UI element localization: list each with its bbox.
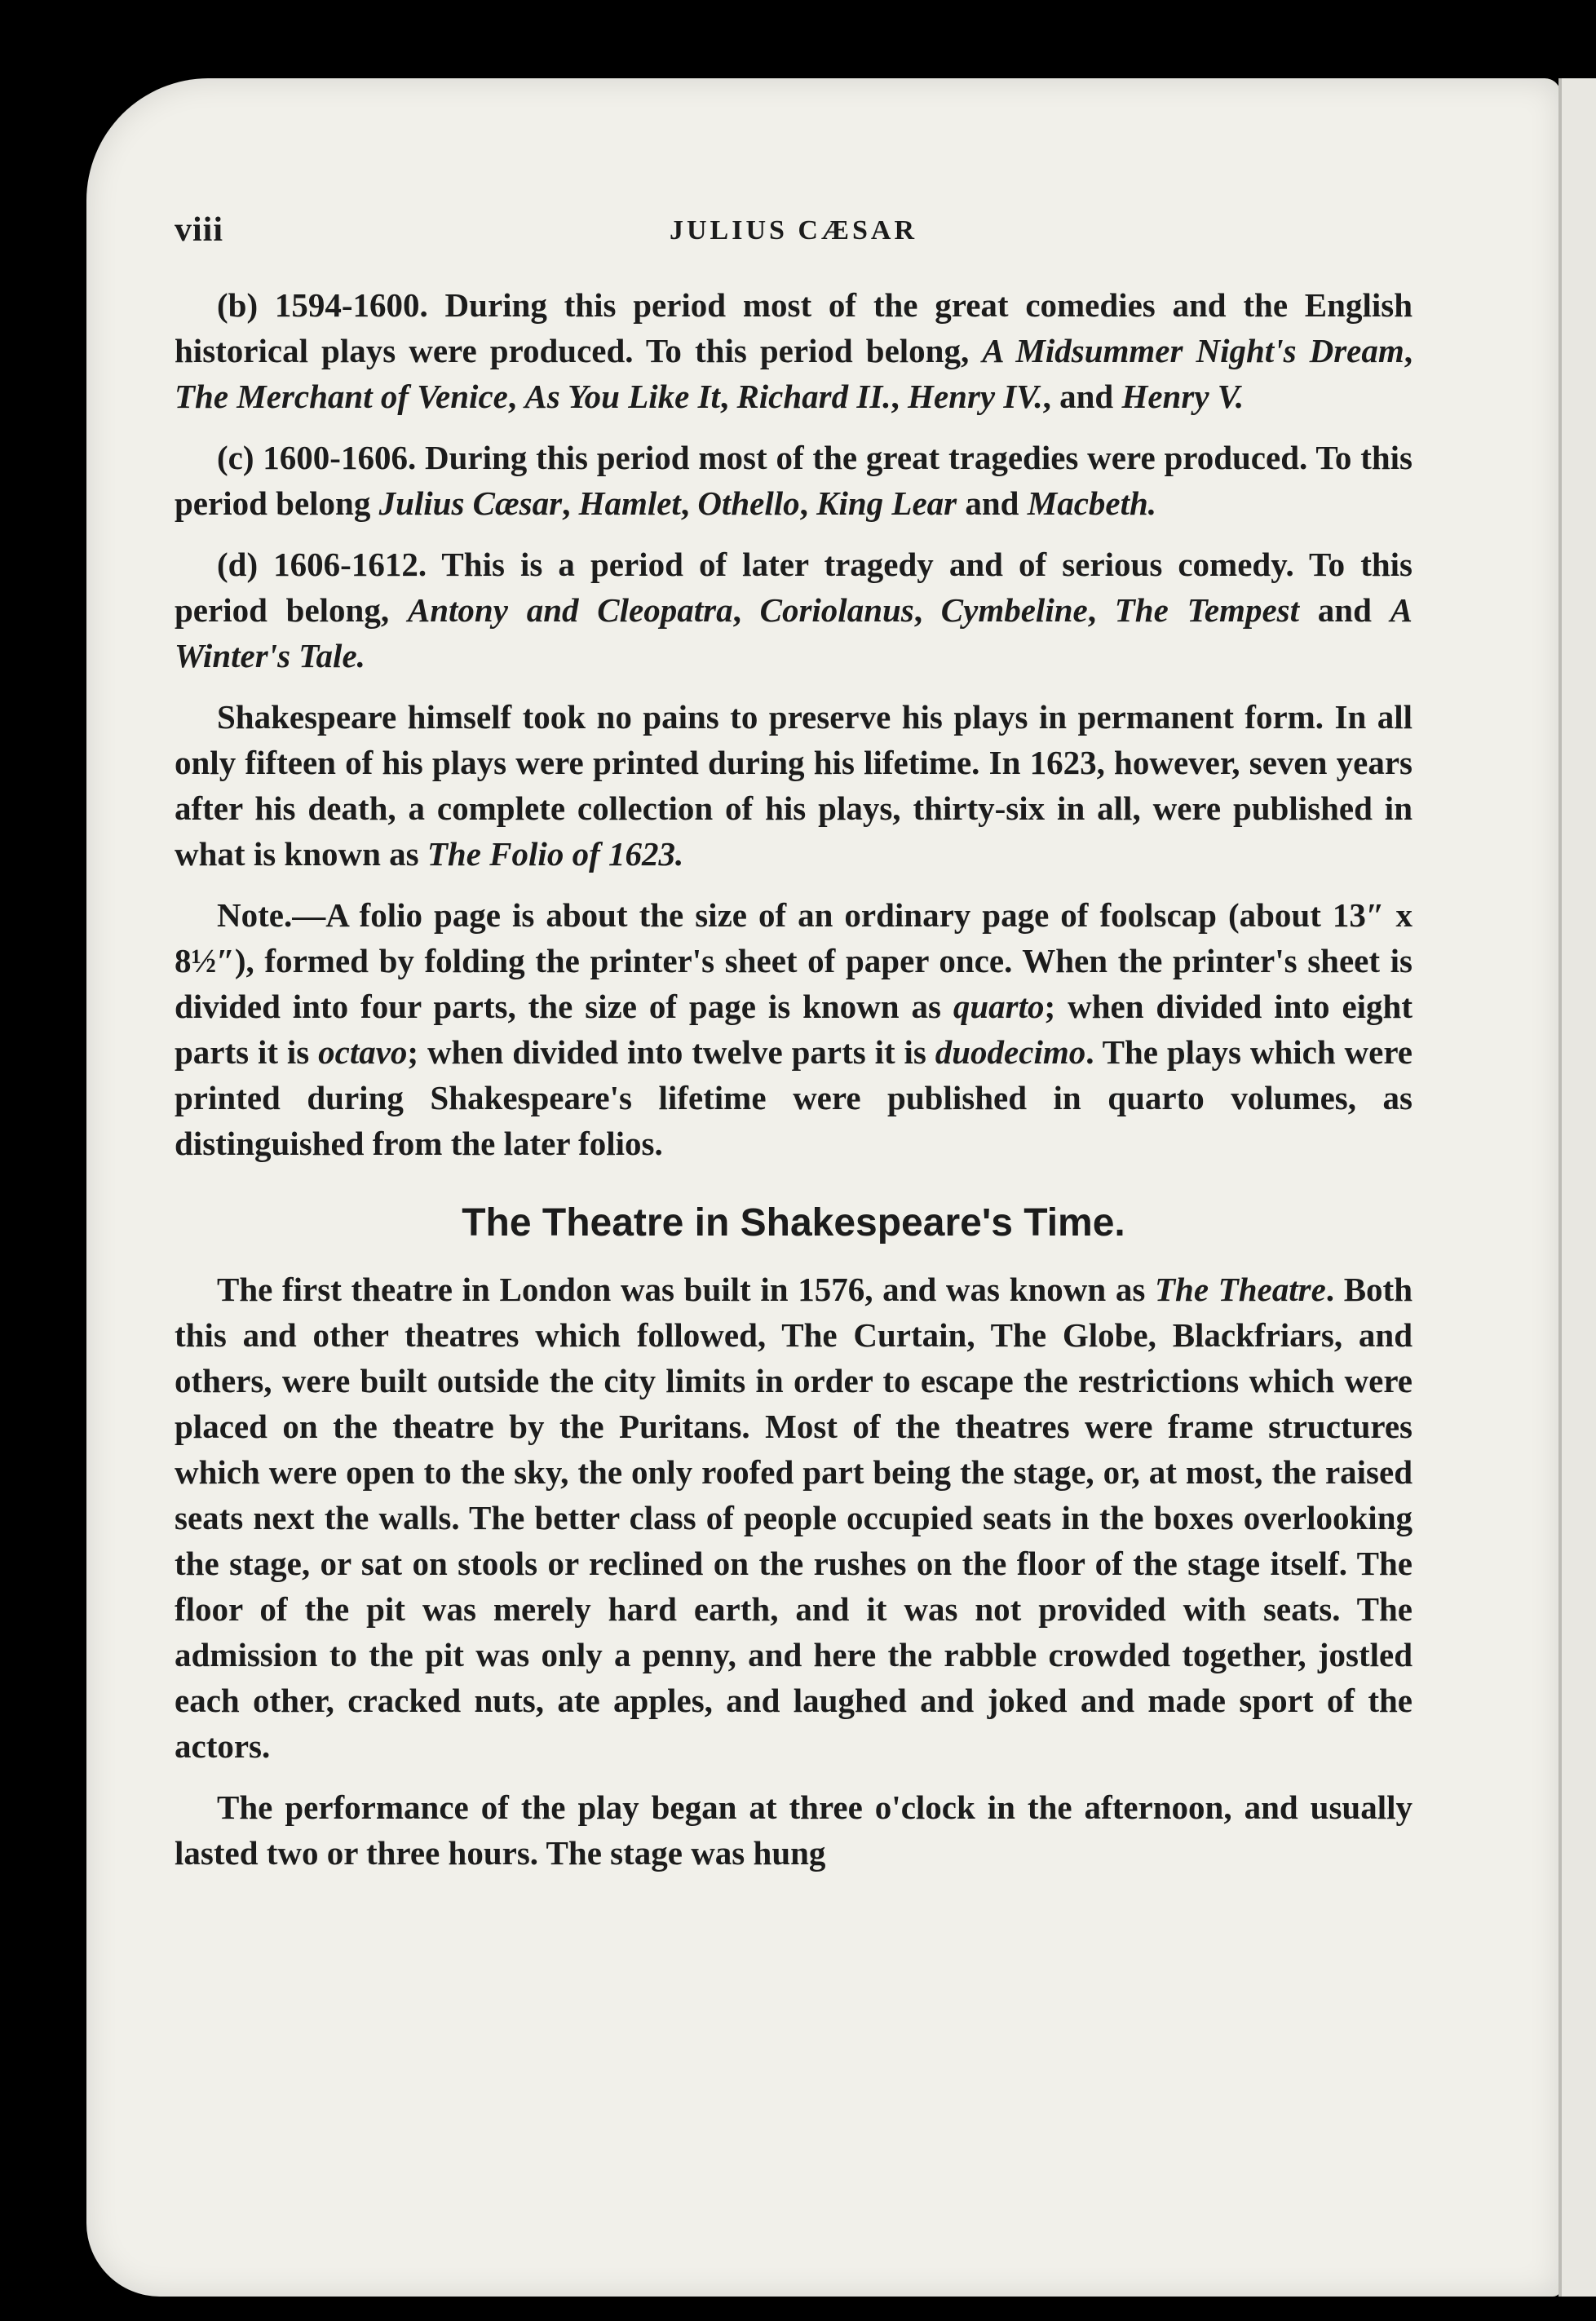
- section-heading: The Theatre in Shakespeare's Time.: [462, 1201, 1125, 1244]
- running-title: JULIUS CÆSAR: [670, 215, 917, 245]
- paragraph-performance: The performance of the play began at three o'clock in the afternoon, and usually lasted two or three hours. The stage was hung: [175, 1788, 1413, 1872]
- paragraph-note: Note.—A folio page is about the size of an ordinary page of foolscap (about 13″ x 8½″), formed by folding the printer's sheet of paper once. When the printer's sheet is divided into four parts, the size of page is known as quarto; when divided into eight parts it is octavo; when divided into twelve parts it is duodecimo. The plays which were printed during Shakespeare's lifetime were published in quarto volumes, as distinguished from the later folios.: [175, 896, 1413, 1162]
- paragraph-theatre: The first theatre in London was built in 1576, and was known as The Theatre. Both this and other theatres which followed, The Curtain, The Globe, Blackfriars, and others, were built outside the city limits in order to escape the restrictions which were placed on the theatre by the Puritans. Most of the theatres were frame structures which were open to the sky, the only roofed part being the stage, or, at most, the raised seats next the walls. The better class of people occupied seats in the boxes overlooking the stage, or sat on stools or reclined on the rushes on the floor of the stage itself. The floor of the pit was merely hard earth, and it was not provided with seats. The admission to the pit was only a penny, and here the rabble crowded together, jostled each other, cracked nuts, ate apples, and laughed and joked and made sport of the actors.: [175, 1271, 1413, 1765]
- paragraph-period-b: (b) 1594-1600. During this period most of the great comedies and the English historical plays were produced. To this period belong, A Midsummer Night's Dream, The Merchant of Venice, As You Like It, Richard II., Henry IV., and Henry V.: [175, 286, 1413, 415]
- page-header: [175, 196, 1413, 249]
- page-content: [175, 196, 1413, 1891]
- paragraph-period-d: (d) 1606-1612. This is a period of later tragedy and of serious comedy. To this period belong, Antony and Cleopatra, Coriolanus, Cymbeline, The Tempest and A Winter's Tale.: [175, 546, 1413, 674]
- adjacent-page-edge: [1558, 78, 1596, 2297]
- page-number: viii: [175, 211, 224, 249]
- paragraph-folio: Shakespeare himself took no pains to preserve his plays in permanent form. In all only fifteen of his plays were printed during his lifetime. In 1623, however, seven years after his death, a complete collection of his plays, thirty-six in all, were published in what is known as The Folio of 1623.: [175, 698, 1413, 873]
- paragraph-period-c: (c) 1600-1606. During this period most of the great tragedies were produced. To this period belong Julius Cæsar, Hamlet, Othello, King Lear and Macbeth.: [175, 439, 1413, 522]
